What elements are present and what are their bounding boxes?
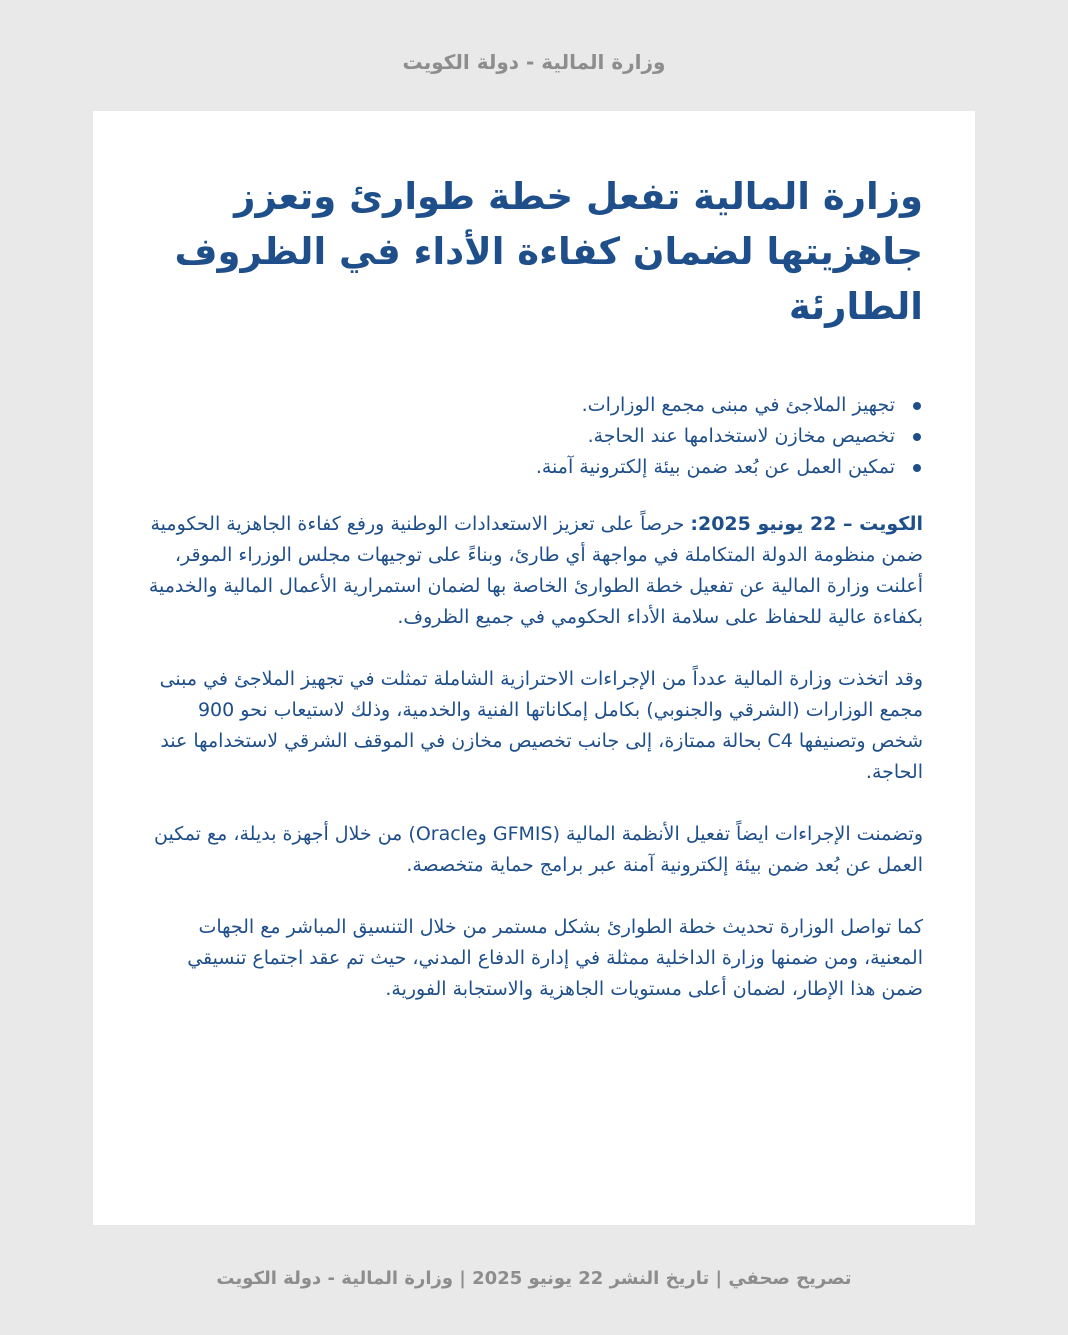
article-content	[143, 169, 923, 1005]
highlight-item	[143, 421, 923, 452]
bullet-icon	[913, 464, 921, 472]
paragraph-coordination: كما تواصل الوزارة تحديث خطة الطوارئ بشكل مستمر من خلال التنسيق المباشر مع الجهات المعنية، ومن ضمنها وزارة الداخلية ممثلة في إدارة الدفاع المدني، حيث تم عقد اجتماع تنسيقي ضمن هذا الإطار، لضمان أعلى مستويات الجاهزية والاستجابة الفورية.	[187, 916, 923, 1000]
paragraph-intro-text: حرصاً على تعزيز الاستعدادات الوطنية ورفع كفاءة الجاهزية الحكومية ضمن منظومة الدولة المتكاملة في مواجهة أي طارئ، وبناءً على توجيهات مجلس الوزراء الموقر، أعلنت وزارة المالية عن تفعيل خطة الطوارئ الخاصة بها لضمان استمرارية الأعمال المالية والخدمية بكفاءة عالية للحفاظ على سلامة الأداء الحكومي في جميع الظروف.	[148, 513, 923, 628]
highlight-item	[143, 452, 923, 483]
headline: وزارة المالية تفعل خطة طوارئ وتعزز جاهزيتها لضمان كفاءة الأداء في الظروف الطارئة	[174, 175, 923, 328]
bullet-icon	[913, 402, 921, 410]
source-header: وزارة المالية - دولة الكويت	[402, 50, 666, 74]
highlight-item	[143, 390, 923, 421]
bullet-icon	[913, 433, 921, 441]
footer-meta: تصريح صحفي | تاريخ النشر 22 يونيو 2025 | وزارة المالية - دولة الكويت	[216, 1268, 852, 1289]
press-release-card	[93, 111, 975, 1225]
highlight-text: تخصيص مخازن لاستخدامها عند الحاجة.	[587, 425, 895, 447]
highlight-text: تمكين العمل عن بُعد ضمن بيئة إلكترونية آمنة.	[535, 456, 895, 478]
dateline: الكويت – 22 يونيو 2025:	[690, 513, 923, 535]
paragraph-measures: وقد اتخذت وزارة المالية عدداً من الإجراءات الاحترازية الشاملة تمثلت في تجهيز الملاجئ في مبنى مجمع الوزارات (الشرقي والجنوبي) بكامل إمكاناتها الفنية والخدمية، وذلك لاستيعاب نحو 900 شخص وتصنيفها C4 بحالة ممتازة، إلى جانب تخصيص مخازن في الموقف الشرقي لاستخدامها عند الحاجة.	[159, 668, 923, 783]
highlight-text: تجهيز الملاجئ في مبنى مجمع الوزارات.	[581, 394, 895, 416]
paragraph-intro	[143, 509, 923, 633]
paragraph-systems: وتضمنت الإجراءات ايضاً تفعيل الأنظمة المالية (GFMIS وOracle) من خلال أجهزة بديلة، مع تمكين العمل عن بُعد ضمن بيئة إلكترونية آمنة عبر برامج حماية متخصصة.	[154, 823, 923, 876]
highlights-list	[143, 390, 923, 483]
